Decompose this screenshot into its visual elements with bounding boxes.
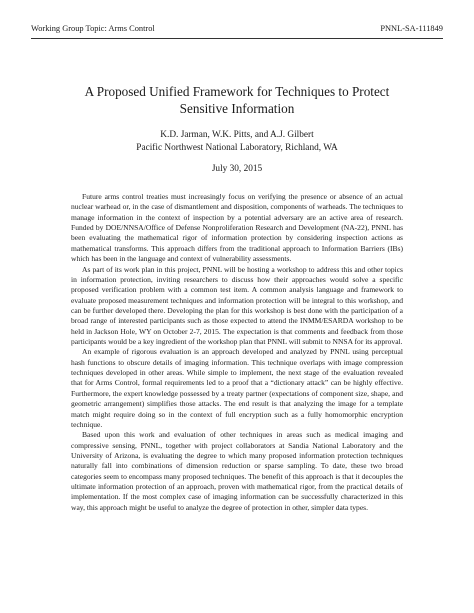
author-names: K.D. Jarman, W.K. Pitts, and A.J. Gilbert (160, 130, 314, 140)
affiliation: Pacific Northwest National Laboratory, Richland, WA (136, 142, 338, 153)
body-paragraph: Based upon this work and evaluation of other techniques in areas such as medical imaging and compressive sensing, PNNL, together with project collaborators at Sandia National Laboratory and the University of Arizona, is evaluating the degree to which many proposed information protection techniques naturally fall into combinations of dimension reduction or sparse sampling. To date, these two broad categories seem to encompass many proposed techniques. The benefit of this approach is that it decouples the ultimate information protection of an approach, proven with mathematical rigor, from the practical details of implementation. If the most complex case of imaging information can be successfully characterized in this way, this approach might be useful to analyze the degree of protection in other, simpler data types. (71, 430, 403, 512)
paper-title (40, 83, 434, 117)
body-paragraph: An example of rigorous evaluation is an approach developed and analyzed by PNNL using perceptual hash functions to obscure details of imaging information. This technique overlaps with image compression techniques developed in other areas. While simple to implement, the next stage of the evaluation revealed that for Arms Control, formal requirements led to a proof that a “dictionary attack” can be highly effective. Furthermore, the expert knowledge possessed by a treaty partner (expectations of component size, shape, and geometric arrangement) simplifies those attacks. The end result is that analyzing the image for a template match might require doing so in the context of full encryption such as a fully homomorphic encryption technique. (71, 347, 403, 429)
body-paragraph: Future arms control treaties must increasingly focus on verifying the presence or absence of an actual nuclear warhead or, in the case of dismantlement and disposition, components of warheads. The techniques to manage information in the context of inspection by a potential adversary are an active area of research. Funded by DOE/NNSA/Office of Defense Nonproliferation Research and Development (NA-22), PNNL has been evaluating the mathematical rigor of information protection by considering inspection actions as mathematical transforms. This approach differs from the traditional approach to Information Barriers (IBs) which has been in the language and context of vulnerability assessments. (71, 192, 403, 264)
paper-date: July 30, 2015 (211, 164, 263, 174)
author-block (40, 129, 434, 154)
header-rule (31, 38, 443, 39)
header-working-group: Working Group Topic: Arms Control (31, 24, 155, 33)
title-line-2: Sensitive Information (179, 101, 295, 116)
paper-body (71, 192, 403, 513)
running-header (31, 23, 443, 35)
body-paragraph: As part of its work plan in this project, PNNL will be hosting a workshop to address this and other topics in information protection, inviting researchers to discuss how their approaches would solve a specific proposed verification problem with a common test item. A common analysis language and framework to evaluate proposed measurement techniques and information protection will be integral to this workshop, and can be further developed there. Developing the plan for this workshop is best done with the participation of a broad range of interested participants such as those expected to attend the INMM/ESARDA workshop to be held in Jackson Hole, WY on October 2-7, 2015. The expectation is that comments and feedback from those participants would be a key ingredient of the workshop plan that PNNL will submit to NNSA for its approval. (71, 264, 403, 347)
title-line-1: A Proposed Unified Framework for Techniques to Protect (84, 84, 390, 99)
header-report-number: PNNL-SA-111849 (380, 24, 443, 33)
